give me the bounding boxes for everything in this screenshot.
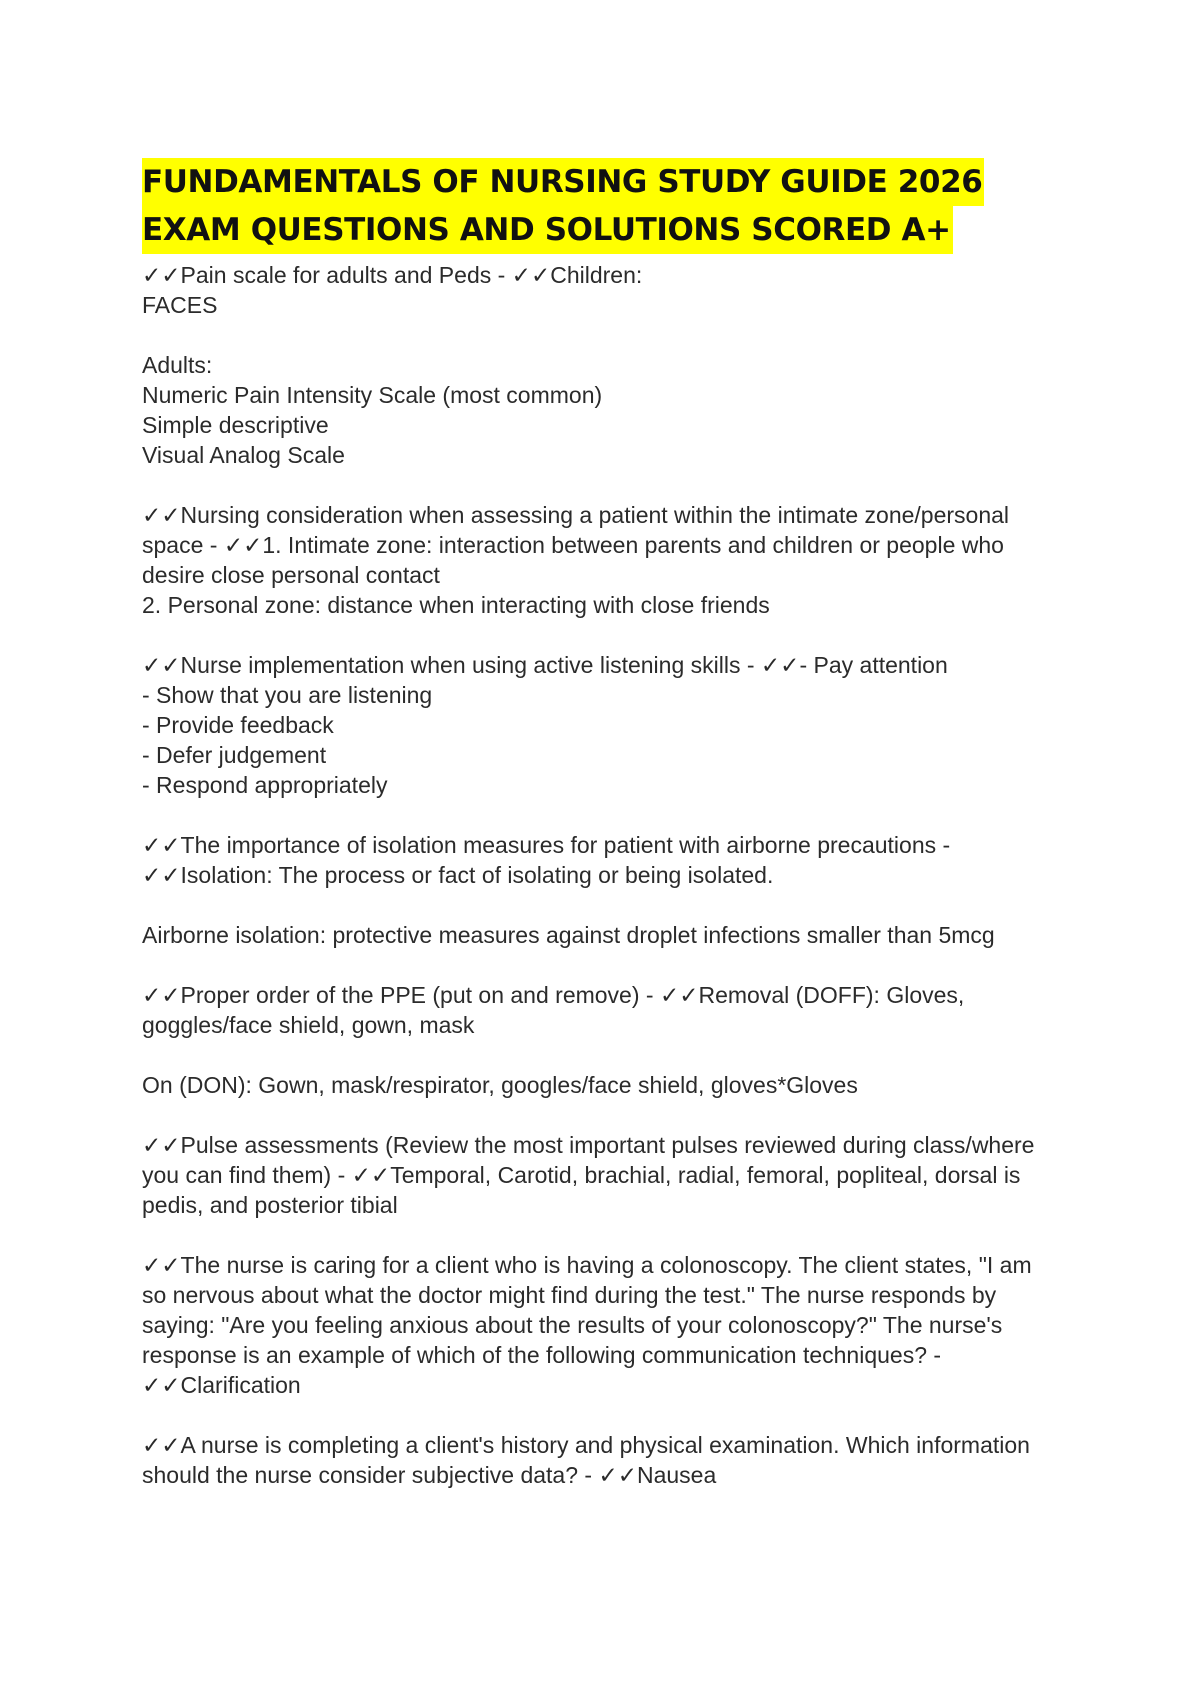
entry-adult-pain-scales: Adults: Numeric Pain Intensity Scale (most common) Simple descriptive Visual Analog Scale [142, 352, 603, 468]
entry-pulse-assessments: ✓✓Pulse assessments (Review the most important pulses reviewed during class/where you can find them) - ✓✓Temporal, Carotid, brachial, radial, femoral, popliteal, dorsal is pedis, and posterior tibial [142, 1132, 1035, 1218]
entry-isolation-measures: ✓✓The importance of isolation measures for patient with airborne precautions - ✓✓Isolation: The process or fact of isolating or being isolated. [142, 832, 951, 888]
document-title [142, 158, 1062, 254]
document-content [142, 158, 1062, 1490]
title-line-1: FUNDAMENTALS OF NURSING STUDY GUIDE 2026 [142, 158, 984, 206]
entry-active-listening: ✓✓Nurse implementation when using active listening skills - ✓✓- Pay attention - Show that you are listening - Provide feedback - Defer judgement - Respond appropriately [142, 652, 948, 798]
entry-intimate-zone: ✓✓Nursing consideration when assessing a patient within the intimate zone/personal space - ✓✓1. Intimate zone: interaction between parents and children or people who desire close personal contact 2. Personal zone: distance when interacting with close friends [142, 502, 1010, 618]
entry-airborne-isolation: Airborne isolation: protective measures against droplet infections smaller than 5mcg [142, 922, 995, 948]
entry-ppe-donning: On (DON): Gown, mask/respirator, googles/face shield, gloves*Gloves [142, 1072, 858, 1098]
entry-colonoscopy-communication: ✓✓The nurse is caring for a client who is having a colonoscopy. The client states, "I am so nervous about what the doctor might find during the test." The nurse responds by saying: "Are you feeling anxious about the results of your colonoscopy?" The nurse's response is an example of which of the following communication techniques? - ✓✓Clarification [142, 1252, 1032, 1398]
entry-subjective-data: ✓✓A nurse is completing a client's history and physical examination. Which information should the nurse consider subjective data? - ✓✓Nausea [142, 1432, 1030, 1488]
entry-ppe-removal: ✓✓Proper order of the PPE (put on and remove) - ✓✓Removal (DOFF): Gloves, goggles/face shield, gown, mask [142, 982, 965, 1038]
entry-pain-scale: ✓✓Pain scale for adults and Peds - ✓✓Children: FACES [142, 262, 643, 318]
title-line-2: EXAM QUESTIONS AND SOLUTIONS SCORED A+ [142, 206, 953, 254]
